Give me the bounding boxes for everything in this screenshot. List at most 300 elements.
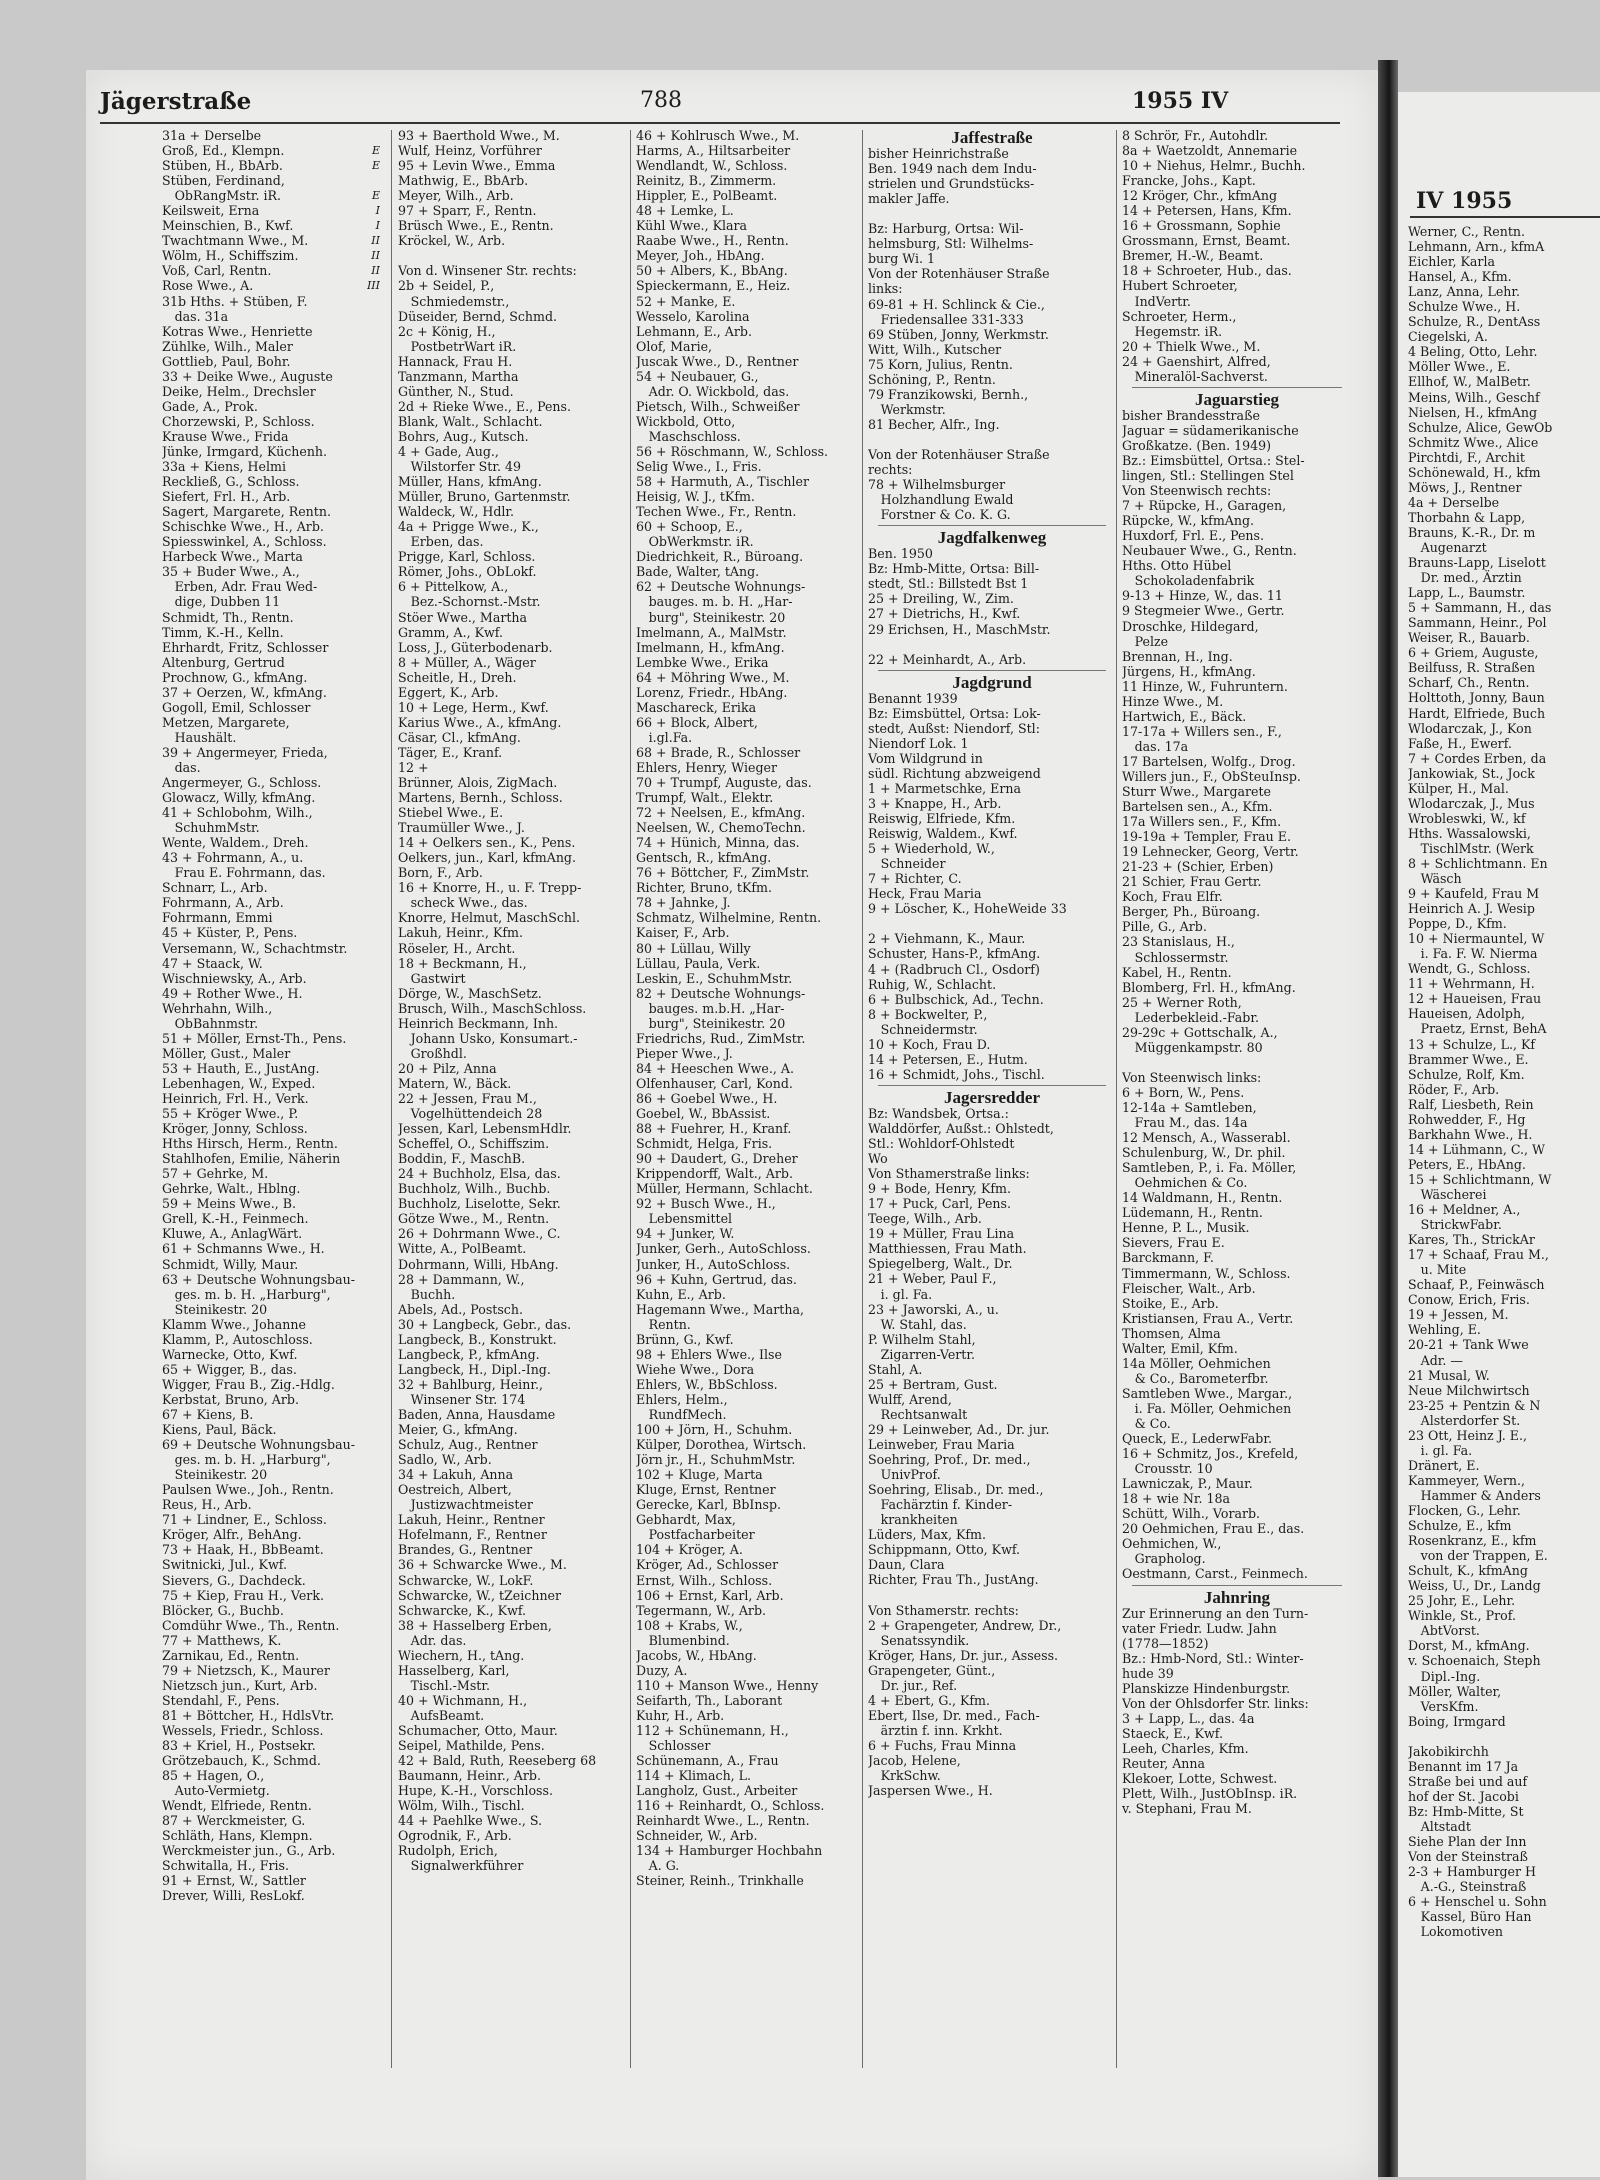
directory-entry: A.-G., Steinstraß — [1408, 1879, 1527, 1895]
directory-entry: UnivProf. — [868, 1467, 941, 1483]
directory-entry: 52 + Manke, E. — [636, 293, 736, 309]
column-2 — [398, 128, 624, 1873]
directory-entry: Gramm, A., Kwf. — [398, 624, 503, 640]
section-divider — [878, 1085, 1106, 1086]
directory-entry: Jaspersen Wwe., H. — [868, 1783, 993, 1799]
directory-entry: 110 + Manson Wwe., Henny — [636, 1677, 819, 1693]
map-grid-mark: I — [375, 204, 380, 218]
directory-entry: 19 + Müller, Frau Lina — [868, 1226, 1015, 1242]
directory-entry: dige, Dubben 11 — [162, 594, 281, 610]
directory-entry: Timmermann, W., Schloss. — [1122, 1265, 1291, 1281]
directory-entry: Kühl Wwe., Klara — [636, 218, 748, 234]
directory-entry: 21 Musal, W. — [1408, 1367, 1490, 1383]
directory-entry: 17a Willers sen., F., Kfm. — [1122, 814, 1282, 830]
directory-entry: 23-25 + Pentzin & N — [1408, 1397, 1541, 1413]
directory-entry: Olof, Marie, — [636, 338, 713, 354]
directory-entry: Straße bei und auf — [1408, 1773, 1528, 1789]
directory-entry: 2d + Rieke Wwe., E., Pens. — [398, 398, 572, 414]
directory-entry: 61 + Schmanns Wwe., H. — [162, 1241, 325, 1257]
directory-entry: rechts: — [868, 462, 913, 478]
directory-entry: Duzy, A. — [636, 1662, 688, 1678]
directory-entry: Maschschloss. — [636, 428, 741, 444]
directory-entry: Peters, E., HbAng. — [1408, 1156, 1526, 1172]
directory-entry: Schmidt, Helga, Fris. — [636, 1136, 773, 1152]
directory-entry: (1778—1852) — [1122, 1635, 1209, 1651]
directory-entry: AbtVorst. — [1408, 1623, 1480, 1639]
directory-entry: Dr. med., Ärztin — [1408, 570, 1522, 586]
directory-entry: 38 + Hasselberg Erben, — [398, 1617, 552, 1633]
directory-entry: vater Friedr. Ludw. Jahn — [1122, 1620, 1277, 1636]
directory-entry: Wulff, Arend, — [868, 1391, 952, 1407]
directory-entry: Praetz, Ernst, BehA — [1408, 1021, 1547, 1037]
directory-entry: Rudolph, Erich, — [398, 1843, 498, 1859]
directory-entry: 23 Ott, Heinz J. E., — [1408, 1427, 1527, 1443]
directory-entry: 2-3 + Hamburger H — [1408, 1864, 1536, 1880]
directory-entry: Möws, J., Rentner — [1408, 479, 1522, 495]
directory-entry: Oestreich, Albert, — [398, 1482, 512, 1498]
directory-entry: Krippendorff, Walt., Arb. — [636, 1166, 793, 1182]
directory-entry: Lokomotiven — [1408, 1924, 1504, 1940]
directory-entry: Henne, P. L., Musik. — [1122, 1220, 1250, 1236]
directory-entry: Glowacz, Willy, kfmAng. — [162, 790, 316, 806]
directory-entry: Augenarzt — [1408, 539, 1487, 555]
directory-entry: Heinrich, Frl. H., Verk. — [162, 1091, 309, 1106]
directory-entry: Metzen, Margarete, — [162, 714, 290, 730]
directory-entry: 33 + Deike Wwe., Auguste — [162, 368, 333, 384]
directory-entry: 17 + Schaaf, Frau M., — [1408, 1247, 1549, 1263]
directory-entry: Hannack, Frau H. — [398, 353, 513, 369]
directory-entry: Hths Hirsch, Herm., Rentn. — [162, 1136, 338, 1152]
directory-entry: Walddörfer, Außst.: Ohlstedt, — [868, 1121, 1054, 1136]
directory-entry: Nietzsch jun., Kurt, Arb. — [162, 1677, 318, 1693]
directory-entry: 19 + Jessen, M. — [1408, 1307, 1509, 1323]
directory-entry: ObRangMstr. iR. E — [162, 188, 380, 204]
directory-entry: 16 + Schmidt, Johs., Tischl. — [868, 1066, 1045, 1082]
directory-entry: Planskizze Hindenburgstr. — [1122, 1680, 1291, 1696]
directory-entry: Baumann, Heinr., Arb. — [398, 1768, 541, 1784]
directory-entry: Willers jun., F., ObSteuInsp. — [1122, 768, 1301, 784]
directory-entry: Kares, Th., StrickAr — [1408, 1232, 1535, 1248]
directory-entry: Weiser, R., Bauarb. — [1408, 630, 1530, 646]
directory-entry: Leinweber, Frau Maria — [868, 1436, 1015, 1452]
directory-entry: Lehmann, Arn., kfmA — [1408, 239, 1545, 255]
directory-entry: Reuter, Anna — [1122, 1756, 1206, 1772]
directory-entry: 53 + Hauth, E., JustAng. — [162, 1060, 320, 1076]
directory-entry: Stendahl, F., Pens. — [162, 1692, 280, 1708]
directory-entry: Bartelsen sen., A., Kfm. — [1122, 799, 1273, 815]
directory-entry — [868, 916, 1116, 931]
directory-entry: 55 + Kröger Wwe., P. — [162, 1106, 299, 1122]
directory-entry: Teege, Wilh., Arb. — [868, 1211, 982, 1227]
directory-entry: 16 + Knorre, H., u. F. Trepp- — [398, 880, 582, 896]
directory-entry: Werner, C., Rentn. — [1408, 224, 1526, 239]
directory-entry: 100 + Jörn, H., Schuhm. — [636, 1422, 793, 1438]
directory-entry: Schmidt, Th., Rentn. — [162, 609, 294, 625]
directory-entry: Schöning, P., Rentn. — [868, 371, 996, 387]
directory-entry: 80 + Lüllau, Willy — [636, 940, 751, 956]
directory-entry: Olfenhauser, Carl, Kond. — [636, 1075, 793, 1091]
directory-entry: Seifarth, Th., Laborant — [636, 1692, 783, 1708]
directory-entry: Gebhardt, Max, — [636, 1512, 736, 1528]
directory-entry: Von d. Winsener Str. rechts: — [398, 263, 577, 279]
directory-entry: 11 + Wehrmann, H. — [1408, 976, 1535, 992]
directory-entry: 8 + Schlichtmann. En — [1408, 855, 1548, 871]
directory-entry: Pille, G., Arb. — [1122, 919, 1207, 935]
directory-entry: 39 + Angermeyer, Frieda, — [162, 744, 328, 760]
directory-entry: Wo — [868, 1151, 888, 1167]
directory-entry: Wulf, Heinz, Vorführer — [398, 143, 542, 159]
directory-entry: Bz: Harburg, Ortsa: Wil- — [868, 221, 1024, 237]
directory-entry: Hagemann Wwe., Martha, — [636, 1301, 804, 1317]
directory-entry: das. — [162, 759, 201, 775]
directory-entry: Matthiessen, Frau Math. — [868, 1241, 1027, 1257]
directory-entry: Blöcker, G., Buchb. — [162, 1602, 284, 1618]
directory-entry: 16 + Schmitz, Jos., Krefeld, — [1122, 1446, 1299, 1462]
directory-entry: 87 + Werckmeister, G. — [162, 1813, 306, 1829]
directory-entry: Johann Usko, Konsumart.- — [398, 1030, 578, 1046]
directory-entry: 6 + Henschel u. Sohn — [1408, 1894, 1547, 1910]
directory-entry: Erben, Adr. Frau Wed- — [162, 579, 318, 595]
directory-entry: RundfMech. — [636, 1406, 727, 1422]
directory-entry: burg Wi. 1 — [868, 251, 936, 267]
directory-entry: Daun, Clara — [868, 1557, 945, 1573]
directory-entry: Witte, A., PolBeamt. — [398, 1241, 527, 1257]
directory-entry: Queck, E., LederwFabr. — [1122, 1431, 1273, 1447]
directory-entry: burg", Steinikestr. 20 — [636, 1015, 786, 1031]
directory-entry: 4 + Ebert, G., Kfm. — [868, 1692, 991, 1708]
directory-entry: Faße, H., Ewerf. — [1408, 735, 1512, 751]
directory-entry: Von Sthamerstraße links: — [868, 1166, 1030, 1182]
directory-entry: Adr. — — [1408, 1352, 1463, 1368]
directory-entry: Winkle, St., Prof. — [1408, 1608, 1516, 1624]
directory-entry: Chorzewski, P., Schloss. — [162, 413, 315, 429]
directory-entry: 4a + Prigge Wwe., K., — [398, 519, 539, 535]
directory-entry: Schnarr, L., Arb. — [162, 880, 268, 896]
directory-entry: Von der Rotenhäuser Straße — [868, 266, 1050, 282]
directory-entry: Bz: Eimsbüttel, Ortsa: Lok- — [868, 705, 1041, 721]
directory-entry: Brünn, G., Kwf. — [636, 1331, 734, 1347]
directory-entry: 93 + Baerthold Wwe., M. — [398, 128, 560, 143]
directory-entry: Gentsch, R., kfmAng. — [636, 850, 772, 866]
directory-entry: 10 + Niermauntel, W — [1408, 931, 1545, 947]
directory-entry: 22 + Meinhardt, A., Arb. — [868, 651, 1027, 667]
directory-entry: 114 + Klimach, L. — [636, 1768, 752, 1784]
directory-entry: 19-19a + Templer, Frau E. — [1122, 829, 1291, 845]
directory-entry: lingen, Stl.: Stellingen Stel — [1122, 468, 1294, 484]
directory-entry: 91 + Ernst, W., Sattler — [162, 1873, 306, 1889]
directory-entry: Stl.: Wohldorf-Ohlstedt — [868, 1136, 1015, 1152]
directory-entry: 42 + Bald, Ruth, Reeseberg 68 — [398, 1753, 597, 1769]
directory-entry: 48 + Lemke, L. — [636, 203, 734, 219]
directory-entry: 12-14a + Samtleben, — [1122, 1100, 1257, 1115]
street-heading: Jagersredder — [944, 1087, 1040, 1107]
directory-entry: Leskin, E., SchuhmMstr. — [636, 970, 793, 986]
directory-entry: strielen und Grundstücks- — [868, 176, 1035, 192]
directory-entry: Kröger, Jonny, Schloss. — [162, 1121, 308, 1137]
directory-entry: Gerecke, Karl, BbInsp. — [636, 1497, 782, 1513]
map-grid-mark: I — [375, 219, 380, 233]
directory-entry: 71 + Lindner, E., Schloss. — [162, 1512, 327, 1528]
directory-entry: Barckmann, F. — [1122, 1250, 1214, 1266]
directory-entry: Wigger, Frau B., Zig.-Hdlg. — [162, 1376, 335, 1392]
directory-entry: Pieper Wwe., J. — [636, 1045, 733, 1061]
directory-entry: Kluge, Ernst, Rentner — [636, 1482, 776, 1498]
directory-entry: 45 + Küster, P., Pens. — [162, 925, 298, 941]
directory-entry: Hubert Schroeter, — [1122, 278, 1238, 294]
directory-entry: Wäsch — [1408, 871, 1462, 887]
directory-entry: Ogrodnik, F., Arb. — [398, 1828, 512, 1844]
directory-entry: Reiswig, Waldem., Kwf. — [868, 826, 1018, 842]
directory-entry: i. Fa. F. W. Nierma — [1408, 946, 1538, 962]
directory-entry: Steinikestr. 20 — [162, 1301, 268, 1317]
column-divider — [862, 130, 863, 2068]
directory-entry: Schischke Wwe., H., Arb. — [162, 519, 324, 535]
directory-entry: Müller, Bruno, Gartenmstr. — [398, 489, 571, 505]
directory-entry: 4a + Derselbe — [1408, 494, 1500, 510]
directory-entry: Hths. Otto Hübel — [1122, 558, 1232, 574]
directory-entry: 12 Mensch, A., Wasserabl. — [1122, 1130, 1291, 1146]
directory-entry: Lembke Wwe., Erika — [636, 654, 769, 670]
section-divider — [1132, 387, 1342, 388]
directory-entry: Von der Ohlsdorfer Str. links: — [1122, 1695, 1309, 1711]
directory-entry: Matern, W., Bäck. — [398, 1075, 512, 1091]
directory-entry: Seipel, Mathilde, Pens. — [398, 1738, 545, 1754]
directory-entry: Stahl, A. — [868, 1361, 923, 1377]
directory-entry: bisher Heinrichstraße — [868, 146, 1009, 162]
directory-entry: 4 + Gade, Aug., — [398, 443, 499, 459]
directory-entry: 29 + Leinweber, Ad., Dr. jur. — [868, 1421, 1050, 1437]
directory-entry: Klamm, P., Autoschloss. — [162, 1331, 313, 1347]
directory-entry: Schulze, E., kfm — [1408, 1518, 1512, 1534]
directory-entry: 69 + Deutsche Wohnungsbau- — [162, 1437, 355, 1453]
directory-entry: v. Stephani, Frau M. — [1122, 1801, 1252, 1817]
directory-entry: Forstner & Co. K. G. — [868, 507, 1011, 523]
directory-entry: Holttoth, Jonny, Baun — [1408, 690, 1545, 706]
directory-entry: Wehrhahn, Wilh., — [162, 1000, 273, 1016]
directory-entry — [868, 637, 1116, 652]
directory-entry: 23 + Jaworski, A., u. — [868, 1301, 999, 1317]
directory-entry: Altenburg, Gertrud — [162, 654, 285, 670]
directory-entry: Schaaf, P., Feinwäsch — [1408, 1277, 1545, 1293]
directory-entry: Werkmstr. — [868, 401, 946, 417]
directory-entry: Buchholz, Wilh., Buchb. — [398, 1181, 551, 1197]
directory-entry: Kuhn, E., Arb. — [636, 1286, 726, 1302]
directory-entry: 24 + Gaenshirt, Alfred, — [1122, 353, 1271, 369]
directory-entry: Dr. jur., Ref. — [868, 1677, 958, 1693]
directory-entry: Auto-Vermietg. — [162, 1783, 270, 1799]
directory-entry: 20 Oehmichen, Frau E., das. — [1122, 1521, 1305, 1537]
directory-entry: Meinschien, B., Kwf. I — [162, 218, 380, 234]
directory-entry: Götze Wwe., M., Rentn. — [398, 1211, 550, 1227]
directory-entry: 72 + Neelsen, E., kfmAng. — [636, 805, 806, 821]
directory-entry: Richter, Frau Th., JustAng. — [868, 1572, 1039, 1588]
directory-entry: Rosenkranz, E., kfm — [1408, 1533, 1537, 1549]
directory-entry: Von Steenwisch links: — [1122, 1069, 1262, 1085]
directory-entry: 90 + Daudert, G., Dreher — [636, 1151, 798, 1167]
directory-entry: 34 + Lakuh, Anna — [398, 1467, 514, 1483]
directory-entry: 6 + Pittelkow, A., — [398, 579, 509, 595]
directory-entry: Samtleben Wwe., Margar., — [1122, 1385, 1293, 1401]
directory-entry: 21 + Weber, Paul F., — [868, 1271, 997, 1287]
directory-entry: 83 + Kriel, H., Postsekr. — [162, 1738, 316, 1754]
directory-entry: Haueisen, Adolph, — [1408, 1006, 1526, 1022]
directory-entry: 78 + Wilhelmsburger — [868, 477, 1006, 493]
directory-entry: Kotras Wwe., Henriette — [162, 323, 313, 339]
directory-entry: SchuhmMstr. — [162, 820, 260, 836]
directory-entry: Scharf, Ch., Rentn. — [1408, 675, 1530, 691]
directory-entry: 43 + Fohrmann, A., u. — [162, 850, 304, 866]
directory-entry: Senatssyndik. — [868, 1632, 970, 1648]
directory-entry: Müller, Hermann, Schlacht. — [636, 1181, 813, 1197]
street-heading: Jaguarstieg — [1194, 389, 1280, 409]
directory-entry: Lebensmittel — [636, 1211, 733, 1227]
directory-entry: Grossmann, Ernst, Beamt. — [1122, 233, 1291, 249]
directory-entry: 75 Korn, Julius, Rentn. — [868, 356, 1013, 372]
directory-entry: Grötzebauch, K., Schmd. — [162, 1753, 321, 1769]
directory-entry: Vom Wildgrund in — [868, 750, 983, 766]
column-divider — [1116, 130, 1117, 2068]
directory-entry: Zühlke, Wilh., Maler — [162, 338, 293, 354]
directory-entry: Lapp, L., Baumstr. — [1408, 585, 1526, 601]
directory-entry: Plett, Wilh., JustObInsp. iR. — [1122, 1786, 1298, 1802]
directory-entry — [1122, 1055, 1352, 1070]
directory-entry: 17-17a + Willers sen., F., — [1122, 723, 1282, 739]
directory-entry: Berger, Ph., Büroang. — [1122, 904, 1261, 920]
directory-entry: 6 + Bulbschick, Ad., Techn. — [868, 991, 1044, 1007]
directory-entry: Diedrichkeit, R., Büroang. — [636, 549, 804, 565]
directory-entry: Stüben, Ferdinand, — [162, 173, 285, 189]
directory-entry: Schmatz, Wilhelmine, Rentn. — [636, 910, 822, 926]
directory-entry: 12 + Haueisen, Frau — [1408, 991, 1542, 1007]
directory-entry: Spieckermann, E., Heiz. — [636, 278, 791, 294]
directory-entry: Zarnikau, Ed., Rentn. — [162, 1647, 300, 1663]
directory-entry: Loss, J., Güterbodenarb. — [398, 639, 553, 655]
directory-entry: StrickwFabr. — [1408, 1217, 1502, 1233]
directory-entry: Schläth, Hans, Klempn. — [162, 1828, 313, 1844]
directory-entry: Schneidermstr. — [868, 1021, 978, 1037]
directory-entry: Schuster, Hans-P., kfmAng. — [868, 946, 1041, 962]
directory-entry: 47 + Staack, W. — [162, 955, 263, 971]
directory-entry: Hardt, Elfriede, Buch — [1408, 705, 1546, 721]
directory-entry: Jürgens, H., kfmAng. — [1122, 663, 1256, 679]
directory-entry: Schmitz Wwe., Alice — [1408, 434, 1539, 450]
directory-entry: Dörge, W., MaschSetz. — [398, 985, 542, 1001]
directory-entry: Kerbstat, Bruno, Arb. — [162, 1391, 299, 1407]
map-grid-mark: II — [371, 264, 380, 278]
directory-entry: Römer, Johs., ObLokf. — [398, 564, 537, 580]
directory-entry: Schünemann, A., Frau — [636, 1753, 779, 1769]
directory-entry: 98 + Ehlers Wwe., Ilse — [636, 1346, 782, 1362]
directory-entry: das. 31a — [162, 308, 229, 324]
directory-entry: Düseider, Bernd, Schmd. — [398, 308, 558, 324]
directory-entry: 10 + Lege, Herm., Kwf. — [398, 699, 549, 715]
directory-entry: Pirchtdi, F., Archit — [1408, 449, 1525, 465]
directory-entry: Prigge, Karl, Schloss. — [398, 549, 536, 565]
directory-entry: 44 + Paehlke Wwe., S. — [398, 1813, 543, 1829]
directory-entry: Ehrhardt, Fritz, Schlosser — [162, 639, 329, 655]
directory-entry: Großhdl. — [398, 1045, 467, 1061]
directory-entry: Bremer, H.-W., Beamt. — [1122, 248, 1264, 264]
directory-entry: Deike, Helm., Drechsler — [162, 383, 316, 399]
map-grid-mark: II — [371, 234, 380, 248]
directory-entry: Drever, Willi, ResLokf. — [162, 1888, 305, 1904]
directory-entry: Hofelmann, F., Rentner — [398, 1527, 547, 1543]
directory-entry: Ehlers, W., BbSchloss. — [636, 1376, 778, 1392]
directory-entry: Pelze — [1122, 633, 1169, 649]
right-page-header: IV 1955 — [1416, 188, 1513, 214]
directory-entry: Benannt im 17 Ja — [1408, 1758, 1519, 1774]
column-4 — [868, 128, 1116, 1798]
directory-entry: ärztin f. inn. Krkht. — [868, 1722, 1003, 1738]
directory-entry: Junker, Gerh., AutoSchloss. — [636, 1241, 811, 1257]
directory-entry: 76 + Böttcher, F., ZimMstr. — [636, 865, 810, 881]
directory-entry: i. Fa. Möller, Oehmichen — [1122, 1400, 1292, 1416]
directory-entry: Jessen, Karl, LebensmHdlr. — [398, 1121, 572, 1137]
directory-entry: Heinrich A. J. Wesip — [1408, 901, 1535, 917]
directory-entry: 29 Erichsen, H., MaschMstr. — [868, 621, 1051, 637]
directory-entry: AufsBeamt. — [398, 1707, 485, 1723]
directory-entry: 62 + Deutsche Wohnungs- — [636, 579, 806, 595]
directory-entry: Lakuh, Heinr., Rentner — [398, 1512, 545, 1528]
directory-entry: Stiebel Wwe., E. — [398, 805, 504, 821]
directory-entry: 33a + Kiens, Helmi — [162, 459, 286, 475]
directory-entry: Alsterdorfer St. — [1408, 1412, 1521, 1428]
directory-entry: Wiehe Wwe., Dora — [636, 1361, 755, 1377]
directory-entry: Günther, N., Stud. — [398, 383, 514, 399]
directory-entry: Wendlandt, W., Schloss. — [636, 158, 788, 174]
directory-entry: 8 + Müller, A., Wäger — [398, 654, 536, 670]
directory-entry: 10 + Niehus, Helmr., Buchh. — [1122, 158, 1306, 174]
directory-entry: 74 + Hünich, Minna, das. — [636, 835, 800, 851]
directory-entry: Imelmann, A., MalMstr. — [636, 624, 787, 640]
directory-entry: Harms, A., Hiltsarbeiter — [636, 143, 791, 159]
book-spine — [1378, 60, 1398, 2177]
directory-entry: Fleischer, Walt., Arb. — [1122, 1280, 1256, 1296]
directory-entry: Brandes, G., Rentner — [398, 1542, 533, 1558]
directory-entry: Neubauer Wwe., G., Rentn. — [1122, 543, 1297, 559]
directory-entry: Friedrichs, Rud., ZimMstr. — [636, 1030, 806, 1046]
directory-entry: Steiner, Reinh., Trinkhalle — [636, 1873, 804, 1889]
directory-entry: 25 + Werner Roth, — [1122, 994, 1242, 1010]
directory-entry: Poppe, D., Kfm. — [1408, 916, 1507, 932]
directory-entry: Fachärztin f. Kinder- — [868, 1497, 1013, 1513]
directory-entry: Rechtsanwalt — [868, 1406, 968, 1422]
directory-entry — [868, 1587, 1116, 1602]
directory-entry: 65 + Wigger, B., das. — [162, 1361, 297, 1377]
directory-entry: Oehmichen, W., — [1122, 1536, 1222, 1552]
directory-entry: Lüllau, Paula, Verk. — [636, 955, 761, 971]
directory-entry: Kristiansen, Frau A., Vertr. — [1122, 1310, 1294, 1326]
street-heading: Jagdgrund — [952, 672, 1032, 692]
directory-entry: Angermeyer, G., Schloss. — [162, 775, 322, 791]
directory-entry: Conow, Erich, Fris. — [1408, 1292, 1530, 1308]
directory-entry: 64 + Möhring Wwe., M. — [636, 669, 790, 685]
directory-entry: Schneider — [868, 856, 946, 872]
directory-entry: Brammer Wwe., E. — [1408, 1051, 1529, 1067]
directory-entry: Wiechern, H., tAng. — [398, 1647, 525, 1663]
directory-entry: Rentn. — [636, 1316, 691, 1332]
directory-entry: Nielsen, H., kfmAng — [1408, 404, 1538, 420]
directory-entry: Langbeck, H., Dipl.-Ing. — [398, 1361, 551, 1377]
directory-entry: Möller, Gust., Maler — [162, 1045, 291, 1061]
directory-entry: 46 + Kohlrusch Wwe., M. — [636, 128, 800, 143]
directory-entry: 108 + Krabs, W., — [636, 1617, 743, 1633]
directory-entry: 10 + Koch, Frau D. — [868, 1036, 991, 1052]
directory-entry: ges. m. b. H. „Harburg", — [162, 1286, 331, 1302]
directory-entry: Ruhig, W., Schlacht. — [868, 976, 997, 992]
directory-entry: 28 + Dammann, W., — [398, 1271, 525, 1287]
directory-entry: 85 + Hagen, O., — [162, 1768, 265, 1784]
